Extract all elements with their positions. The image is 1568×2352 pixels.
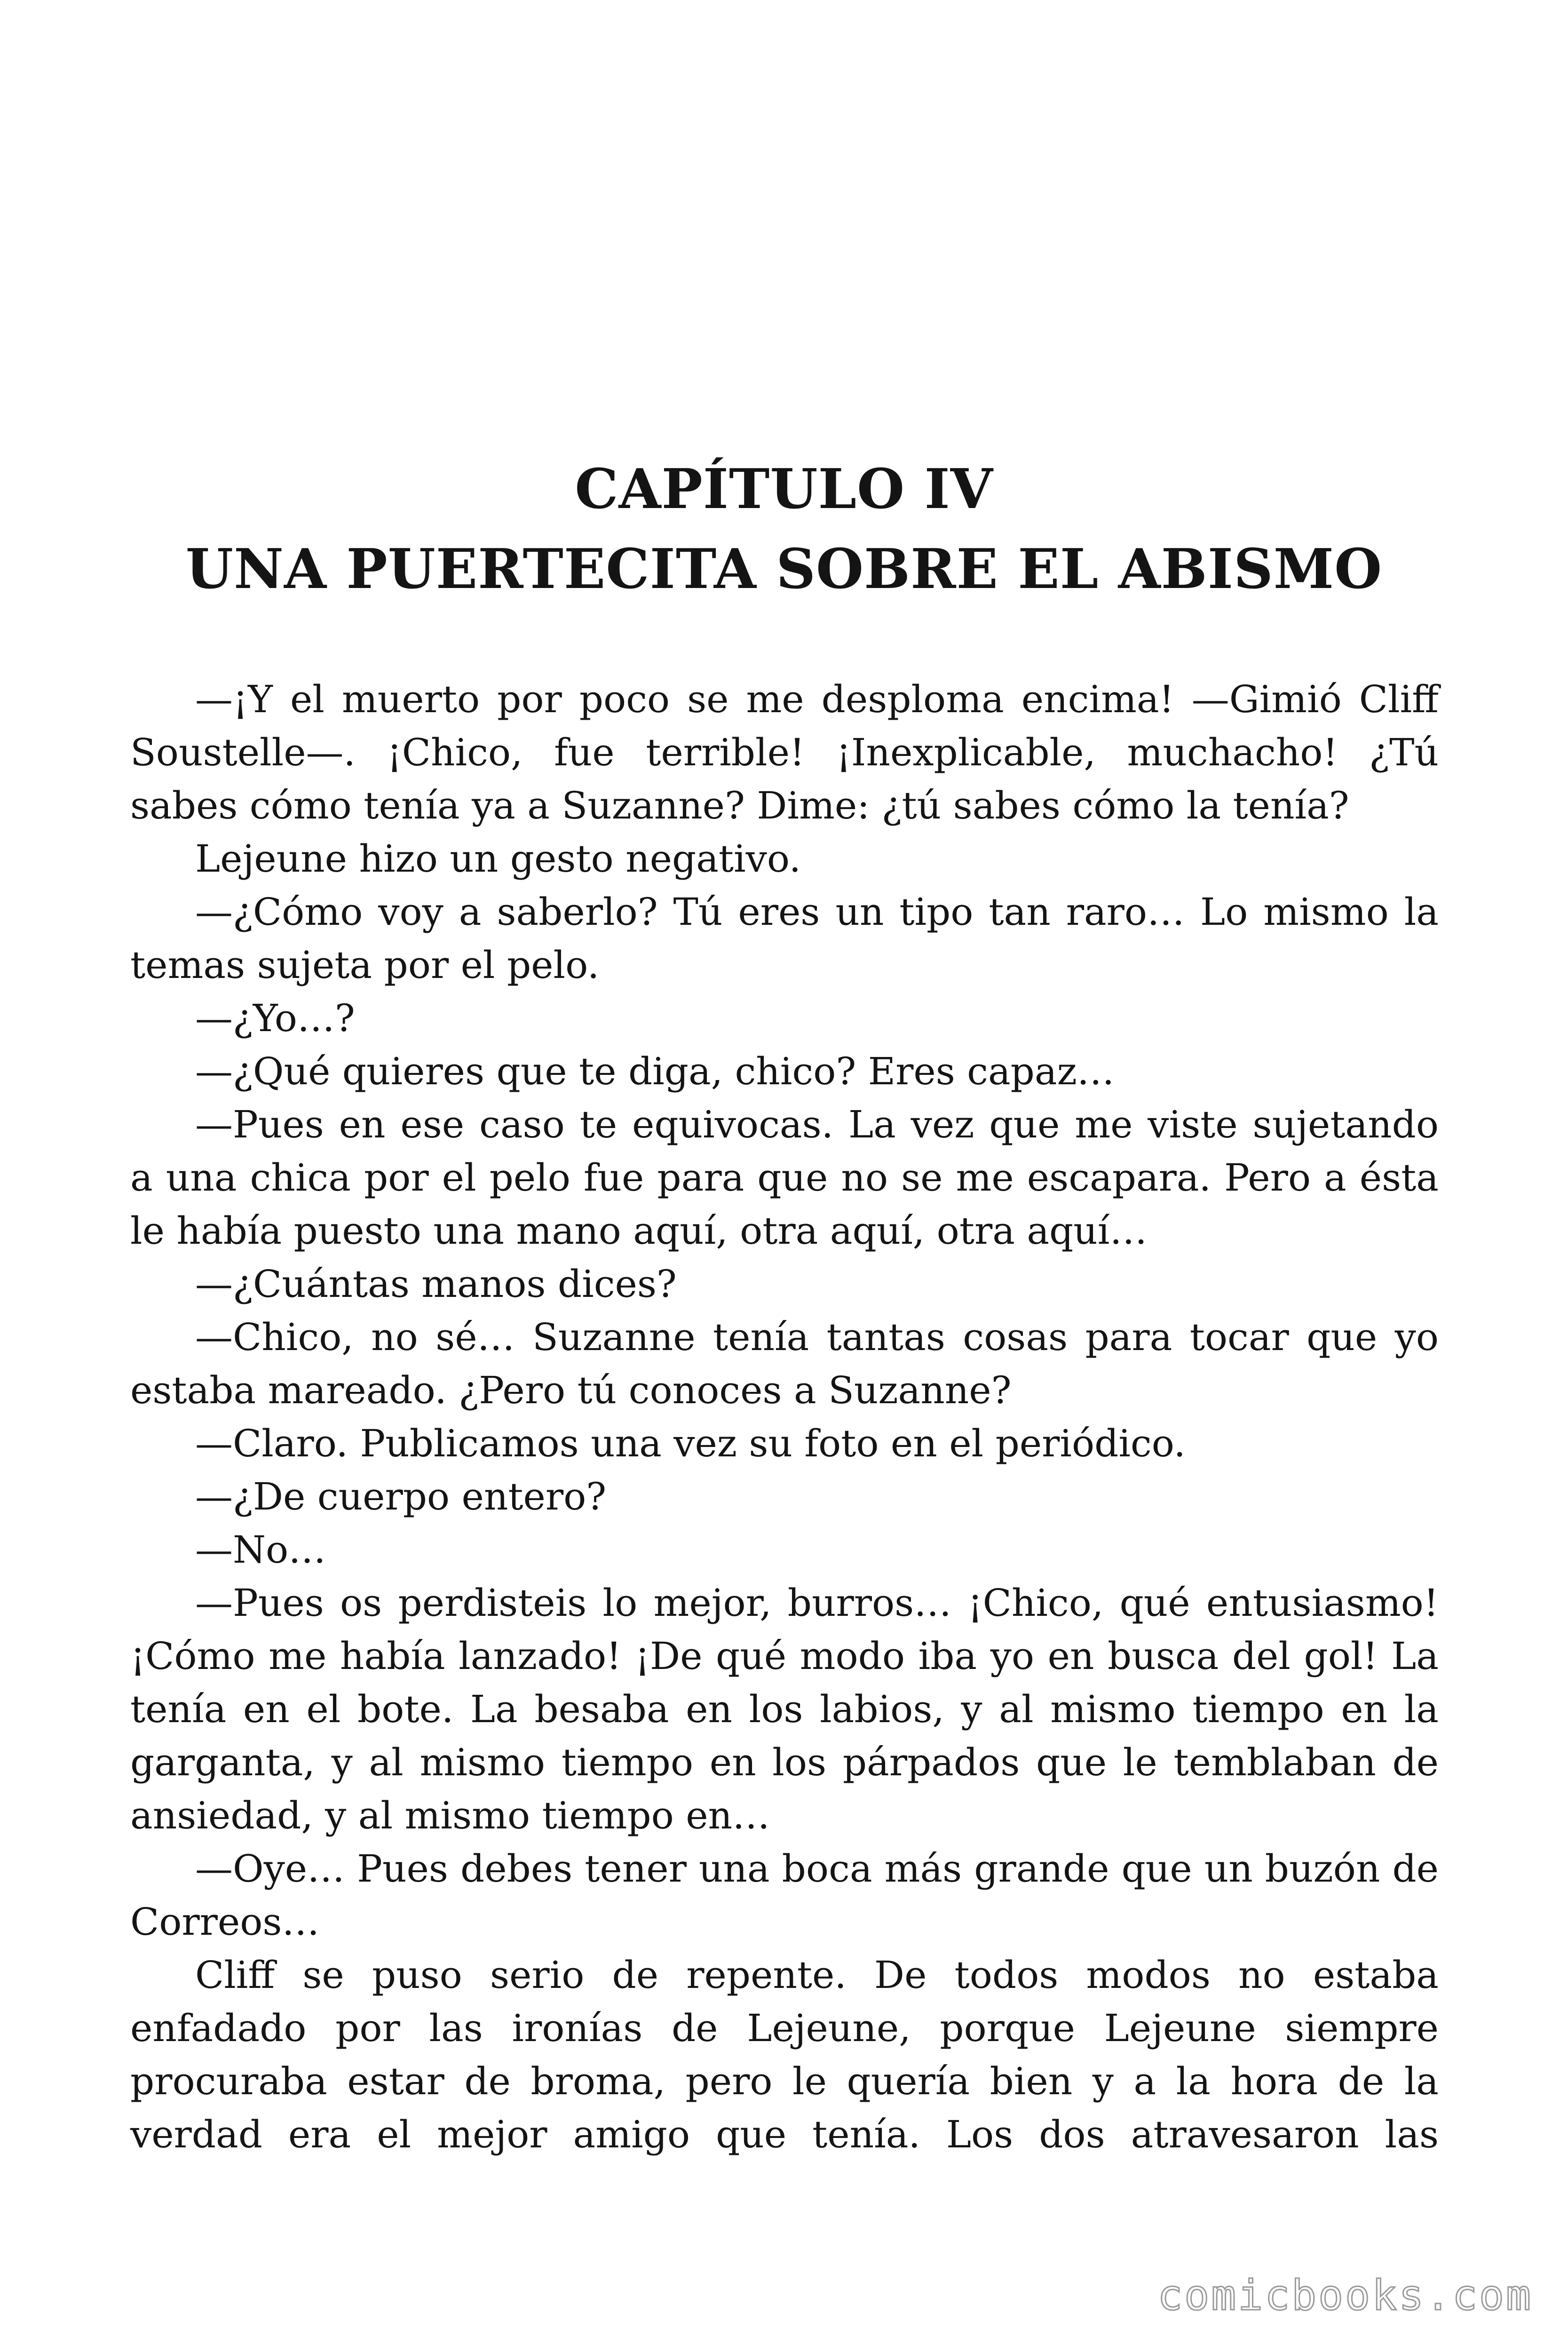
chapter-title: UNA PUERTECITA SOBRE EL ABISMO (185, 537, 1383, 601)
paragraph: —¿Qué quieres que te diga, chico? Eres capaz… (195, 1049, 1115, 1093)
paragraph: —¿Cómo voy a saberlo? Tú eres un tipo tan raro… Lo mismo la temas sujeta por el pelo. (130, 890, 1439, 987)
paragraph: —Pues en ese caso te equivocas. La vez que me viste sujetando a una chica por el pelo fue para que no se me escapara. Pero a ésta le había puesto una mano aquí, otra aquí, otra aquí… (130, 1103, 1439, 1253)
chapter-text (130, 673, 1439, 2161)
chapter-heading (130, 449, 1438, 609)
chapter-number: CAPÍTULO IV (575, 457, 993, 521)
paragraph: —¿Yo…? (195, 996, 355, 1040)
paragraph: —No… (195, 1528, 326, 1572)
paragraph: —Pues os perdisteis lo mejor, burros… ¡Chico, qué entusiasmo! ¡Cómo me había lanzado! ¡De qué modo iba yo en busca del gol! La tenía en el bote. La besaba en los labios, y al mismo tiempo en la garganta, y al mismo tiempo en los párpados que le temblaban de ansiedad, y al mismo tiempo en… (130, 1581, 1439, 1837)
paragraph: —Chico, no sé… Suzanne tenía tantas cosas para tocar que yo estaba mareado. ¿Pero tú conoces a Suzanne? (130, 1315, 1439, 1412)
paragraph: —¿Cuántas manos dices? (195, 1262, 677, 1306)
paragraph: Lejeune hizo un gesto negativo. (195, 837, 801, 881)
paragraph: —¡Y el muerto por poco se me desploma encima! —Gimió Cliff Soustelle—. ¡Chico, fue terrible! ¡Inexplicable, muchacho! ¿Tú sabes cómo tenía ya a Suzanne? Dime: ¿tú sabes cómo la tenía? (130, 677, 1439, 827)
paragraph-continues: Cliff se puso serio de repente. De todos modos no estaba enfadado por las ironías de Lejeune, porque Lejeune siempre procuraba estar de broma, pero le quería bien y a la hora de la verdad era el mejor amigo que tenía. Los dos atravesaron las (130, 1953, 1439, 2156)
watermark-logo: comicbooks.com (1157, 2271, 1533, 2320)
paragraph: —Claro. Publicamos una vez su foto en el periódico. (195, 1422, 1186, 1465)
paragraph: —Oye… Pues debes tener una boca más grande que un buzón de Correos… (130, 1847, 1439, 1944)
paragraph: —¿De cuerpo entero? (195, 1475, 607, 1518)
